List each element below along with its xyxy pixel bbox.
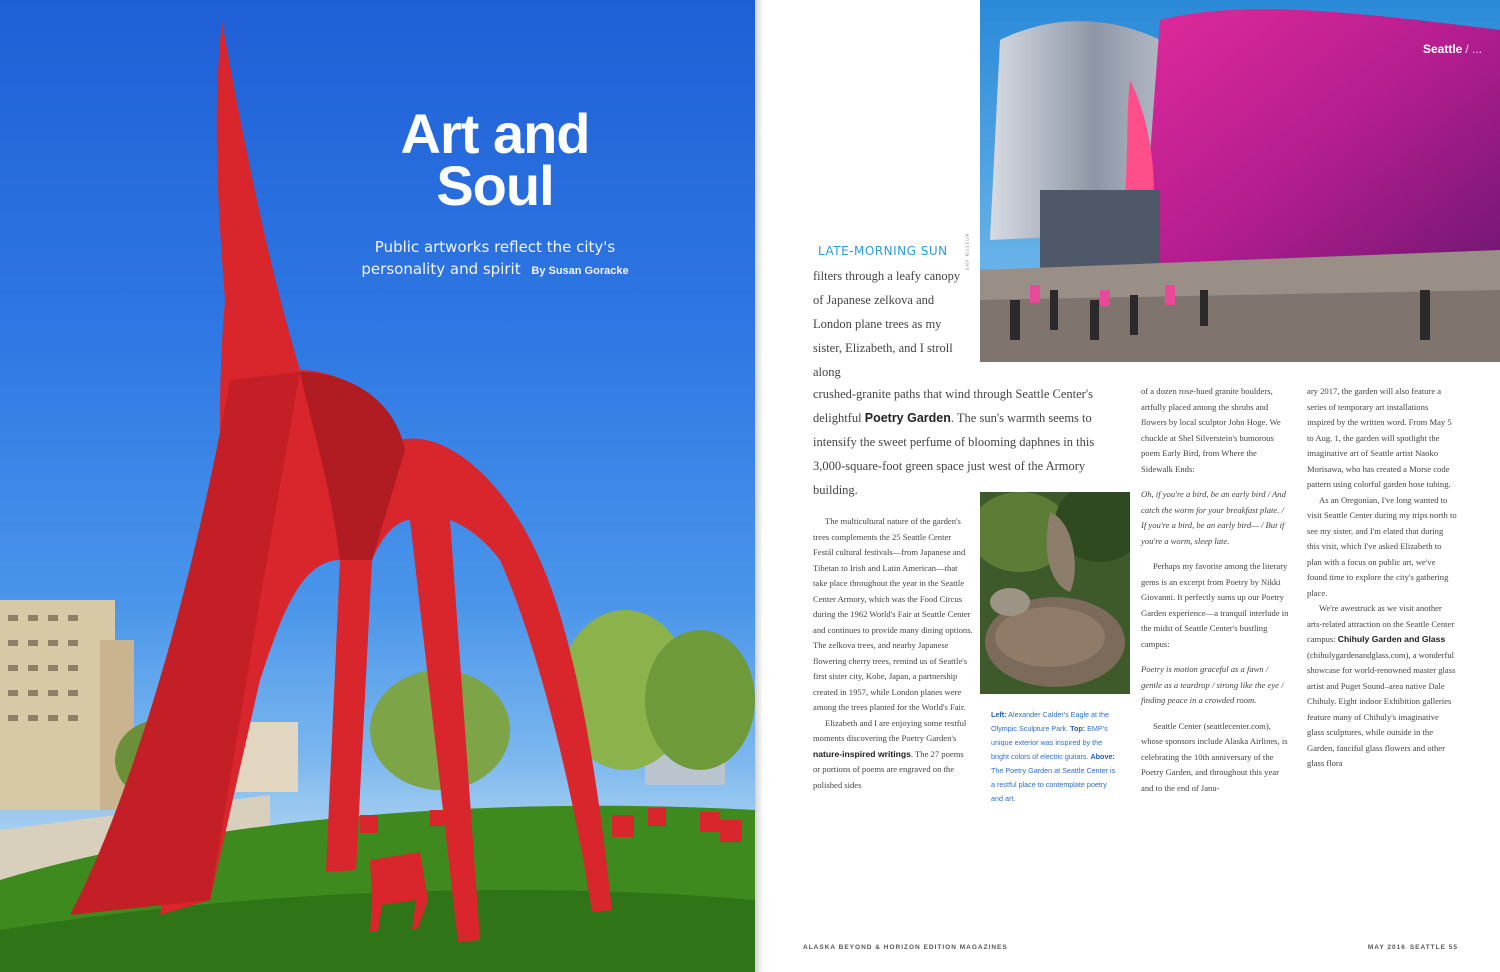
photo-caption: Left: Alexander Calder's Eagle at the Olympic Sculpture Park. Top: EMP's unique exterior was inspired by the bright colors of electric guitars. Above: The Poetry Garden at Seattle Center is a restful place to contemplate poetry and art. (991, 710, 1116, 803)
lead-cap: LATE-MORNING SUN (818, 244, 948, 258)
poem-excerpt: Poetry is motion graceful as a fawn / gentle as a teardrop / strong like the eye / finding peace in a crowded room. (1141, 664, 1284, 705)
subtitle-text: Public artworks reflect the city's personality and spirit (361, 238, 616, 278)
photo-credit: EMP MUSEUM (965, 232, 970, 270)
section-page: / ... (1465, 42, 1482, 56)
article-title: Art and Soul (400, 102, 590, 217)
lead-text: crushed-granite paths that wind through Seattle Center's delightful (813, 387, 1093, 425)
paragraph: The multicultural nature of the garden's trees complements the 25 Seattle Center Festál cultural festivals—from Japanese and Tibetan to Irish and Latin American—that take place throughout the year in the Seattle Center Armory, which was the Food Circus during the 1962 World's Fair at Seattle Center and continues to provide many dining options. The zelkova trees, and nearby Japanese flowering cherry trees, remind us of Seattle's first sister city, Kobe, Japan, a partnership created in 1957, while London planes were among the trees planted for the World's Fair. (813, 516, 973, 712)
paragraph: Seattle Center (seattlecenter.com), whose sponsors include Alaska Airlines, is celebrating the 10th anniversary of the Poetry Garden, and throughout this year and to the end of Janu- (1141, 720, 1288, 793)
section-name: Seattle (1422, 42, 1463, 56)
byline: By Susan Goracke (531, 265, 629, 277)
lead-paragraph-wide (813, 382, 1125, 502)
footer-publication: ALASKA BEYOND & HORIZON EDITION MAGAZINES (803, 944, 1008, 951)
right-page (755, 0, 1500, 972)
article-subtitle (340, 236, 650, 282)
body-column-3 (1307, 384, 1457, 772)
section-label (1423, 42, 1482, 56)
poem-excerpt: Oh, if you're a bird, be an early bird / And catch the worm for your breakfast plate. / If you're a bird, be an early bird— / But if you're a worm, sleep late. (1141, 489, 1286, 546)
paragraph: Elizabeth and I are enjoying some restful moments discovering the Poetry Garden's nature-inspired writings. The 27 poems or portions of poems are engraved on the polished sides (813, 717, 967, 790)
page-gutter (755, 0, 763, 972)
body-column-2 (1141, 384, 1289, 796)
emp-museum-photo (980, 0, 1500, 362)
body-column-1 (813, 514, 973, 793)
paragraph: ary 2017, the garden will also feature a series of temporary art installations inspired by the written word. From May 5 to Aug. 1, the garden will spotlight the imaginative art of Seattle artist Naoko Morisawa, who has created a Morse code pattern using colorful garden hose tubing. (1307, 386, 1452, 489)
poetry-garden-photo (980, 492, 1130, 694)
paragraph: of a dozen rose-hued granite boulders, artfully placed among the shrubs and flowers by local sculptor John Hoge. We chuckle at Shel Silverstein's humorous poem Early Bird, from Where the Sidewalk Ends: (1141, 386, 1281, 474)
lead-text-after: . The sun's warmth seems to intensify the sweet perfume of blooming daphnes in this 3,000-square-foot green space just west of the Armory building. (813, 411, 1095, 497)
paragraph: Perhaps my favorite among the literary gems is an excerpt from Poetry by Nikki Giovanni. It perfectly sums up our Poetry Garden experience—a tranquil interlude in the midst of Seattle Center's bustling campus: (1141, 561, 1289, 649)
footer-folio: MAY 2016 SEATTLE 55 (1367, 944, 1458, 951)
lead-paragraph-narrow: filters through a leafy canopy of Japanese zelkova and London plane trees as my sister, Elizabeth, and I stroll along (813, 269, 961, 379)
paragraph: As an Oregonian, I've long wanted to visit Seattle Center during my trips north to see my sister, and I'm elated that during this visit, which I've asked Elizabeth to plan with a focus on public art, we've found time to explore the city's gathering place. (1307, 494, 1457, 598)
lead-bold: Poetry Garden (864, 411, 951, 425)
paragraph: We're awestruck as we visit another arts-related attraction on the Seattle Center campus: Chihuly Garden and Glass (chihulygardenandglass.com), a wonderful showcase for world-renowned master glass artist and Puget Sound–area native Dale Chihuly. Eight indoor Exhibition galleries feature many of Chihuly's imaginative glass sculptures, while outside in the Garden, fanciful glass flowers and other glass flora (1307, 603, 1456, 768)
